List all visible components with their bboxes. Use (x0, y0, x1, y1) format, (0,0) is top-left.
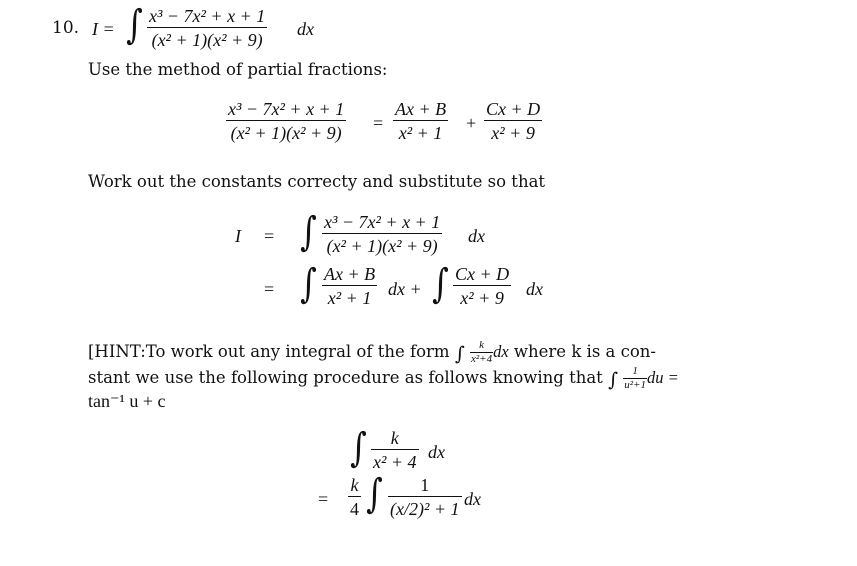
hint-line-2 (88, 366, 679, 391)
sub-term-a (322, 265, 377, 307)
proc-dx: dx (428, 442, 445, 462)
proc-dx2: dx (464, 489, 481, 509)
sub-term-c-denominator: x² + 9 (453, 285, 511, 307)
sub-numerator: x³ − 7x² + x + 1 (324, 212, 441, 232)
problem-number: 10. (52, 18, 80, 38)
pf-plus: + (466, 113, 477, 133)
pf-lhs-fraction (226, 100, 346, 142)
proc-fraction (371, 429, 419, 471)
integral-sign: ∫ (432, 261, 449, 307)
hint-inline-u-den: u²+1 (624, 379, 646, 391)
integral-sign: ∫ (126, 2, 143, 48)
integral-sign: ∫ (300, 209, 317, 255)
sub-dx-plus: dx + (388, 279, 422, 299)
hint-line-1-start: [HINT:To work out any integral of the form (88, 342, 450, 361)
proc-k-over-4 (348, 476, 361, 518)
pf-lhs-numerator: x³ − 7x² + x + 1 (228, 99, 345, 119)
integral-sign: ∫ (366, 471, 383, 517)
sub-term-a-numerator: Ax + B (324, 264, 376, 284)
proc-eq: = (318, 489, 329, 509)
integral-sign: ∫ (454, 343, 465, 365)
hint-inline-one: 1 (632, 365, 638, 377)
hint-line-1 (88, 340, 656, 365)
hint-inline-dx: dx (493, 342, 509, 361)
hint-inline-k: k (479, 339, 484, 351)
proc-den-2: (x/2)² + 1 (388, 496, 462, 518)
proc-fraction-2 (388, 476, 462, 518)
integral-sign: ∫ (300, 261, 317, 307)
hint-line-2-text: stant we use the following procedure as follows knowing that (88, 368, 603, 387)
proc-four: 4 (348, 496, 361, 518)
hint-line-3: tan⁻¹ u + c (88, 391, 166, 411)
hint-inline-fraction-2 (623, 366, 647, 391)
pf-equals: = (373, 113, 384, 133)
pf-term1-numerator: Ax + B (395, 99, 447, 119)
sub-dx2: dx (526, 279, 543, 299)
sub-term-c-numerator: Cx + D (455, 264, 510, 284)
hint-inline-du: du = (646, 368, 679, 387)
problem-denominator: (x² + 1)(x² + 9) (147, 27, 267, 49)
integral-sign: ∫ (608, 369, 618, 391)
problem-lhs: I = (92, 19, 115, 39)
pf-term1-denominator: x² + 1 (393, 120, 448, 142)
pf-term2-denominator: x² + 9 (484, 120, 542, 142)
sub-denominator: (x² + 1)(x² + 9) (322, 233, 442, 255)
hint-inline-den: x²+4 (470, 353, 493, 365)
pf-lhs-denominator: (x² + 1)(x² + 9) (226, 120, 346, 142)
sub-eq2: = (264, 279, 275, 299)
problem-dx: dx (297, 19, 314, 39)
hint-inline-fraction (470, 340, 493, 365)
problem-fraction (147, 7, 267, 49)
use-method-text: Use the method of partial fractions: (88, 60, 388, 79)
proc-k2: k (350, 475, 359, 495)
sub-dx: dx (468, 226, 485, 246)
integral-sign: ∫ (350, 425, 367, 471)
sub-fraction (322, 213, 442, 255)
sub-term-c (453, 265, 511, 307)
proc-den: x² + 4 (371, 449, 419, 471)
pf-term1 (393, 100, 448, 142)
sub-eq1: = (264, 226, 275, 246)
pf-term2 (484, 100, 542, 142)
pf-term2-numerator: Cx + D (486, 99, 541, 119)
hint-line-1-end: where k is a con- (513, 342, 657, 361)
proc-one: 1 (420, 475, 430, 495)
proc-k: k (390, 428, 399, 448)
problem-numerator: x³ − 7x² + x + 1 (149, 6, 266, 26)
sub-term-a-denominator: x² + 1 (322, 285, 377, 307)
work-out-text: Work out the constants correcty and substitute so that (88, 172, 546, 191)
sub-I: I (235, 226, 241, 246)
